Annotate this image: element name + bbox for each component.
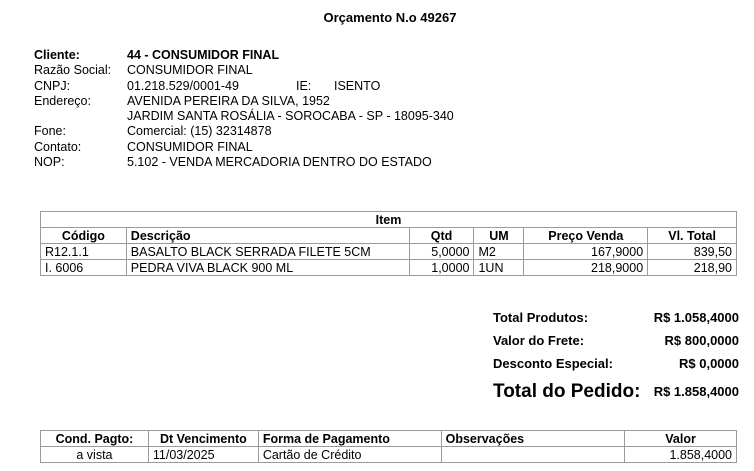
nop-label: NOP: <box>34 155 65 170</box>
col-um: UM <box>474 228 524 244</box>
cnpj-value: 01.218.529/0001-49 <box>127 78 239 93</box>
col-preco-venda: Preço Venda <box>524 228 648 244</box>
item-descricao: BASALTO BLACK SERRADA FILETE 5CM <box>126 244 409 260</box>
valor-frete-row <box>493 331 739 354</box>
item-codigo: R12.1.1 <box>41 244 127 260</box>
item-preco: 167,9000 <box>524 244 648 260</box>
items-table <box>40 211 737 276</box>
valor-frete-label: Valor do Frete: <box>493 333 585 348</box>
col-valor: Valor <box>625 431 737 447</box>
desconto-label: Desconto Especial: <box>493 356 613 371</box>
payment-header-row <box>41 431 737 447</box>
total-pedido-value: R$ 1.858,4000 <box>653 384 739 399</box>
total-pedido-label: Total do Pedido: <box>493 381 641 402</box>
item-total: 839,50 <box>648 244 737 260</box>
col-vl-total: Vl. Total <box>648 228 737 244</box>
table-row <box>41 260 737 276</box>
item-um: 1UN <box>474 260 524 276</box>
col-dt-vencimento: Dt Vencimento <box>148 431 258 447</box>
col-forma-pagamento: Forma de Pagamento <box>258 431 441 447</box>
cliente-label: Cliente: <box>34 48 80 62</box>
col-qtd: Qtd <box>409 228 474 244</box>
totals-block <box>493 308 739 403</box>
contato-label: Contato: <box>34 139 82 154</box>
total-produtos-value: R$ 1.058,4000 <box>653 310 739 325</box>
razao-label: Razão Social: <box>34 63 112 78</box>
fone-label: Fone: <box>34 124 66 139</box>
col-observacoes: Observações <box>441 431 625 447</box>
ie-label: IE: <box>296 78 312 93</box>
endereco-label: Endereço: <box>34 93 91 108</box>
pay-cond: a vista <box>41 447 149 463</box>
ie-value: ISENTO <box>334 78 381 93</box>
item-um: M2 <box>474 244 524 260</box>
endereco-line2: JARDIM SANTA ROSÁLIA - SOROCABA - SP - 18095-340 <box>127 109 454 124</box>
pay-forma: Cartão de Crédito <box>258 447 441 463</box>
items-header-row <box>41 228 737 244</box>
cliente-value: 44 - CONSUMIDOR FINAL <box>127 48 280 62</box>
nop-value: 5.102 - VENDA MERCADORIA DENTRO DO ESTADO <box>127 155 432 170</box>
items-caption-row <box>41 212 737 228</box>
item-qtd: 1,0000 <box>409 260 474 276</box>
table-row <box>41 447 737 463</box>
valor-frete-value: R$ 800,0000 <box>664 333 739 348</box>
pay-valor: 1.858,4000 <box>625 447 737 463</box>
pay-vencimento: 11/03/2025 <box>148 447 258 463</box>
item-preco: 218,9000 <box>524 260 648 276</box>
total-pedido-row <box>493 377 739 403</box>
payment-table <box>40 430 737 463</box>
item-qtd: 5,0000 <box>409 244 474 260</box>
col-codigo: Código <box>41 228 127 244</box>
col-descricao: Descrição <box>126 228 409 244</box>
item-codigo: I. 6006 <box>41 260 127 276</box>
document-title: Orçamento N.o 49267 <box>323 10 457 25</box>
total-produtos-row <box>493 308 739 331</box>
desconto-row <box>493 354 739 377</box>
desconto-value: R$ 0,0000 <box>679 356 739 371</box>
pay-observacoes <box>441 447 625 463</box>
razao-value: CONSUMIDOR FINAL <box>127 63 253 78</box>
endereco-line1: AVENIDA PEREIRA DA SILVA, 1952 <box>127 93 330 108</box>
item-descricao: PEDRA VIVA BLACK 900 ML <box>126 260 409 276</box>
total-produtos-label: Total Produtos: <box>493 310 589 325</box>
cnpj-label: CNPJ: <box>34 78 71 93</box>
table-row <box>41 244 737 260</box>
col-cond-pagto: Cond. Pagto: <box>41 431 149 447</box>
fone-value: Comercial: (15) 32314878 <box>127 124 272 139</box>
item-total: 218,90 <box>648 260 737 276</box>
items-caption: Item <box>41 212 737 228</box>
contato-value: CONSUMIDOR FINAL <box>127 139 253 154</box>
